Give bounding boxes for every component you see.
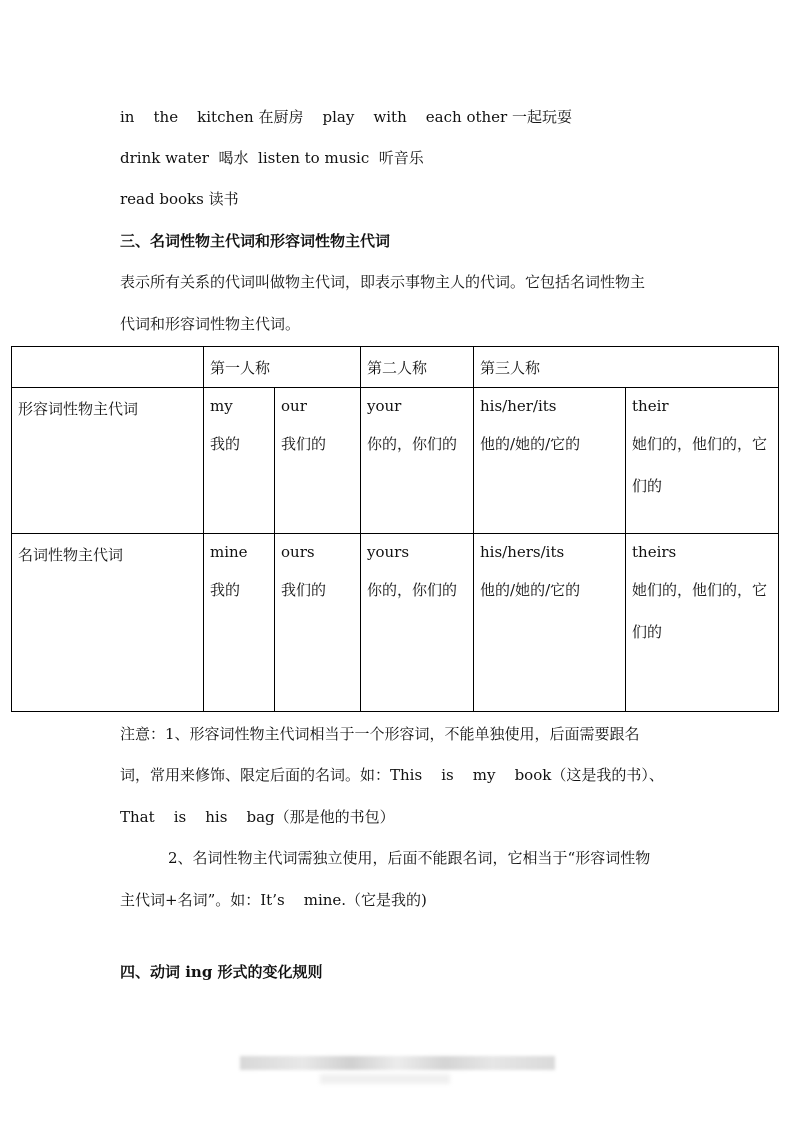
blurred-footer-watermark [240,1056,555,1070]
header-second-person: 第二人称 [361,347,474,388]
note-line-5: 主代词+名词”。如：It’s mine.（它是我的) [120,891,427,909]
row-label: 形容词性物主代词 [18,400,139,418]
table-cell [626,388,779,534]
cell-english: mine [210,543,248,561]
table-cell [204,388,275,534]
header-first-person: 第一人称 [204,347,361,388]
vocab-line-2: drink water 喝水 listen to music 听音乐 [120,149,424,167]
cell-chinese: 她们的，他们的，它们的 [632,435,768,495]
note-line-3: That is his bag（那是他的书包） [120,808,395,826]
row-label-cell [12,388,204,534]
cell-english: ours [281,543,315,561]
cell-chinese: 他的/她的/它的 [480,581,581,599]
table-cell [474,388,626,534]
table-cell [626,534,779,712]
table-cell [275,534,361,712]
section-3-intro-line-2: 代词和形容词性物主代词。 [120,315,301,333]
cell-chinese: 他的/她的/它的 [480,435,581,453]
table-cell [275,388,361,534]
table-row-adjectival [12,388,779,534]
row-label: 名词性物主代词 [18,546,124,564]
header-third-person: 第三人称 [474,347,779,388]
table-cell [204,534,275,712]
note-line-1: 注意：1、形容词性物主代词相当于一个形容词，不能单独使用，后面需要跟名 [120,725,640,743]
cell-chinese: 我的 [210,581,241,599]
cell-chinese: 你的，你们的 [367,581,458,599]
cell-english: your [367,397,402,415]
row-label-cell [12,534,204,712]
cell-chinese: 我的 [210,435,241,453]
cell-chinese: 她们的，他们的，它们的 [632,581,768,641]
section-3-intro-line-1: 表示所有关系的代词叫做物主代词，即表示事物主人的代词。它包括名词性物主 [120,273,646,291]
cell-chinese: 我们的 [281,581,327,599]
vocab-line-3: read books 读书 [120,190,239,208]
cell-chinese: 我们的 [281,435,327,453]
section-4-heading: 四、动词 ing 形式的变化规则 [120,963,323,981]
table-row-nominal [12,534,779,712]
header-empty-cell [12,347,204,388]
cell-english: his/her/its [480,397,557,415]
cell-english: his/hers/its [480,543,565,561]
cell-english: their [632,397,669,415]
possessive-pronoun-table [11,346,779,712]
cell-chinese: 你的，你们的 [367,435,458,453]
section-3-heading: 三、名词性物主代词和形容词性物主代词 [120,232,391,250]
note-line-4: 2、名词性物主代词需独立使用，后面不能跟名词，它相当于“形容词性物 [168,849,651,867]
blurred-footer-watermark-sub [320,1074,450,1084]
cell-english: our [281,397,307,415]
table-cell [474,534,626,712]
table-header-row [12,347,779,388]
cell-english: my [210,397,233,415]
cell-english: theirs [632,543,677,561]
vocab-line-1: in the kitchen 在厨房 play with each other 一起玩耍 [120,108,572,126]
table-cell [361,388,474,534]
cell-english: yours [367,543,410,561]
note-line-2: 词，常用来修饰、限定后面的名词。如：This is my book（这是我的书）、 [120,766,664,784]
table-cell [361,534,474,712]
